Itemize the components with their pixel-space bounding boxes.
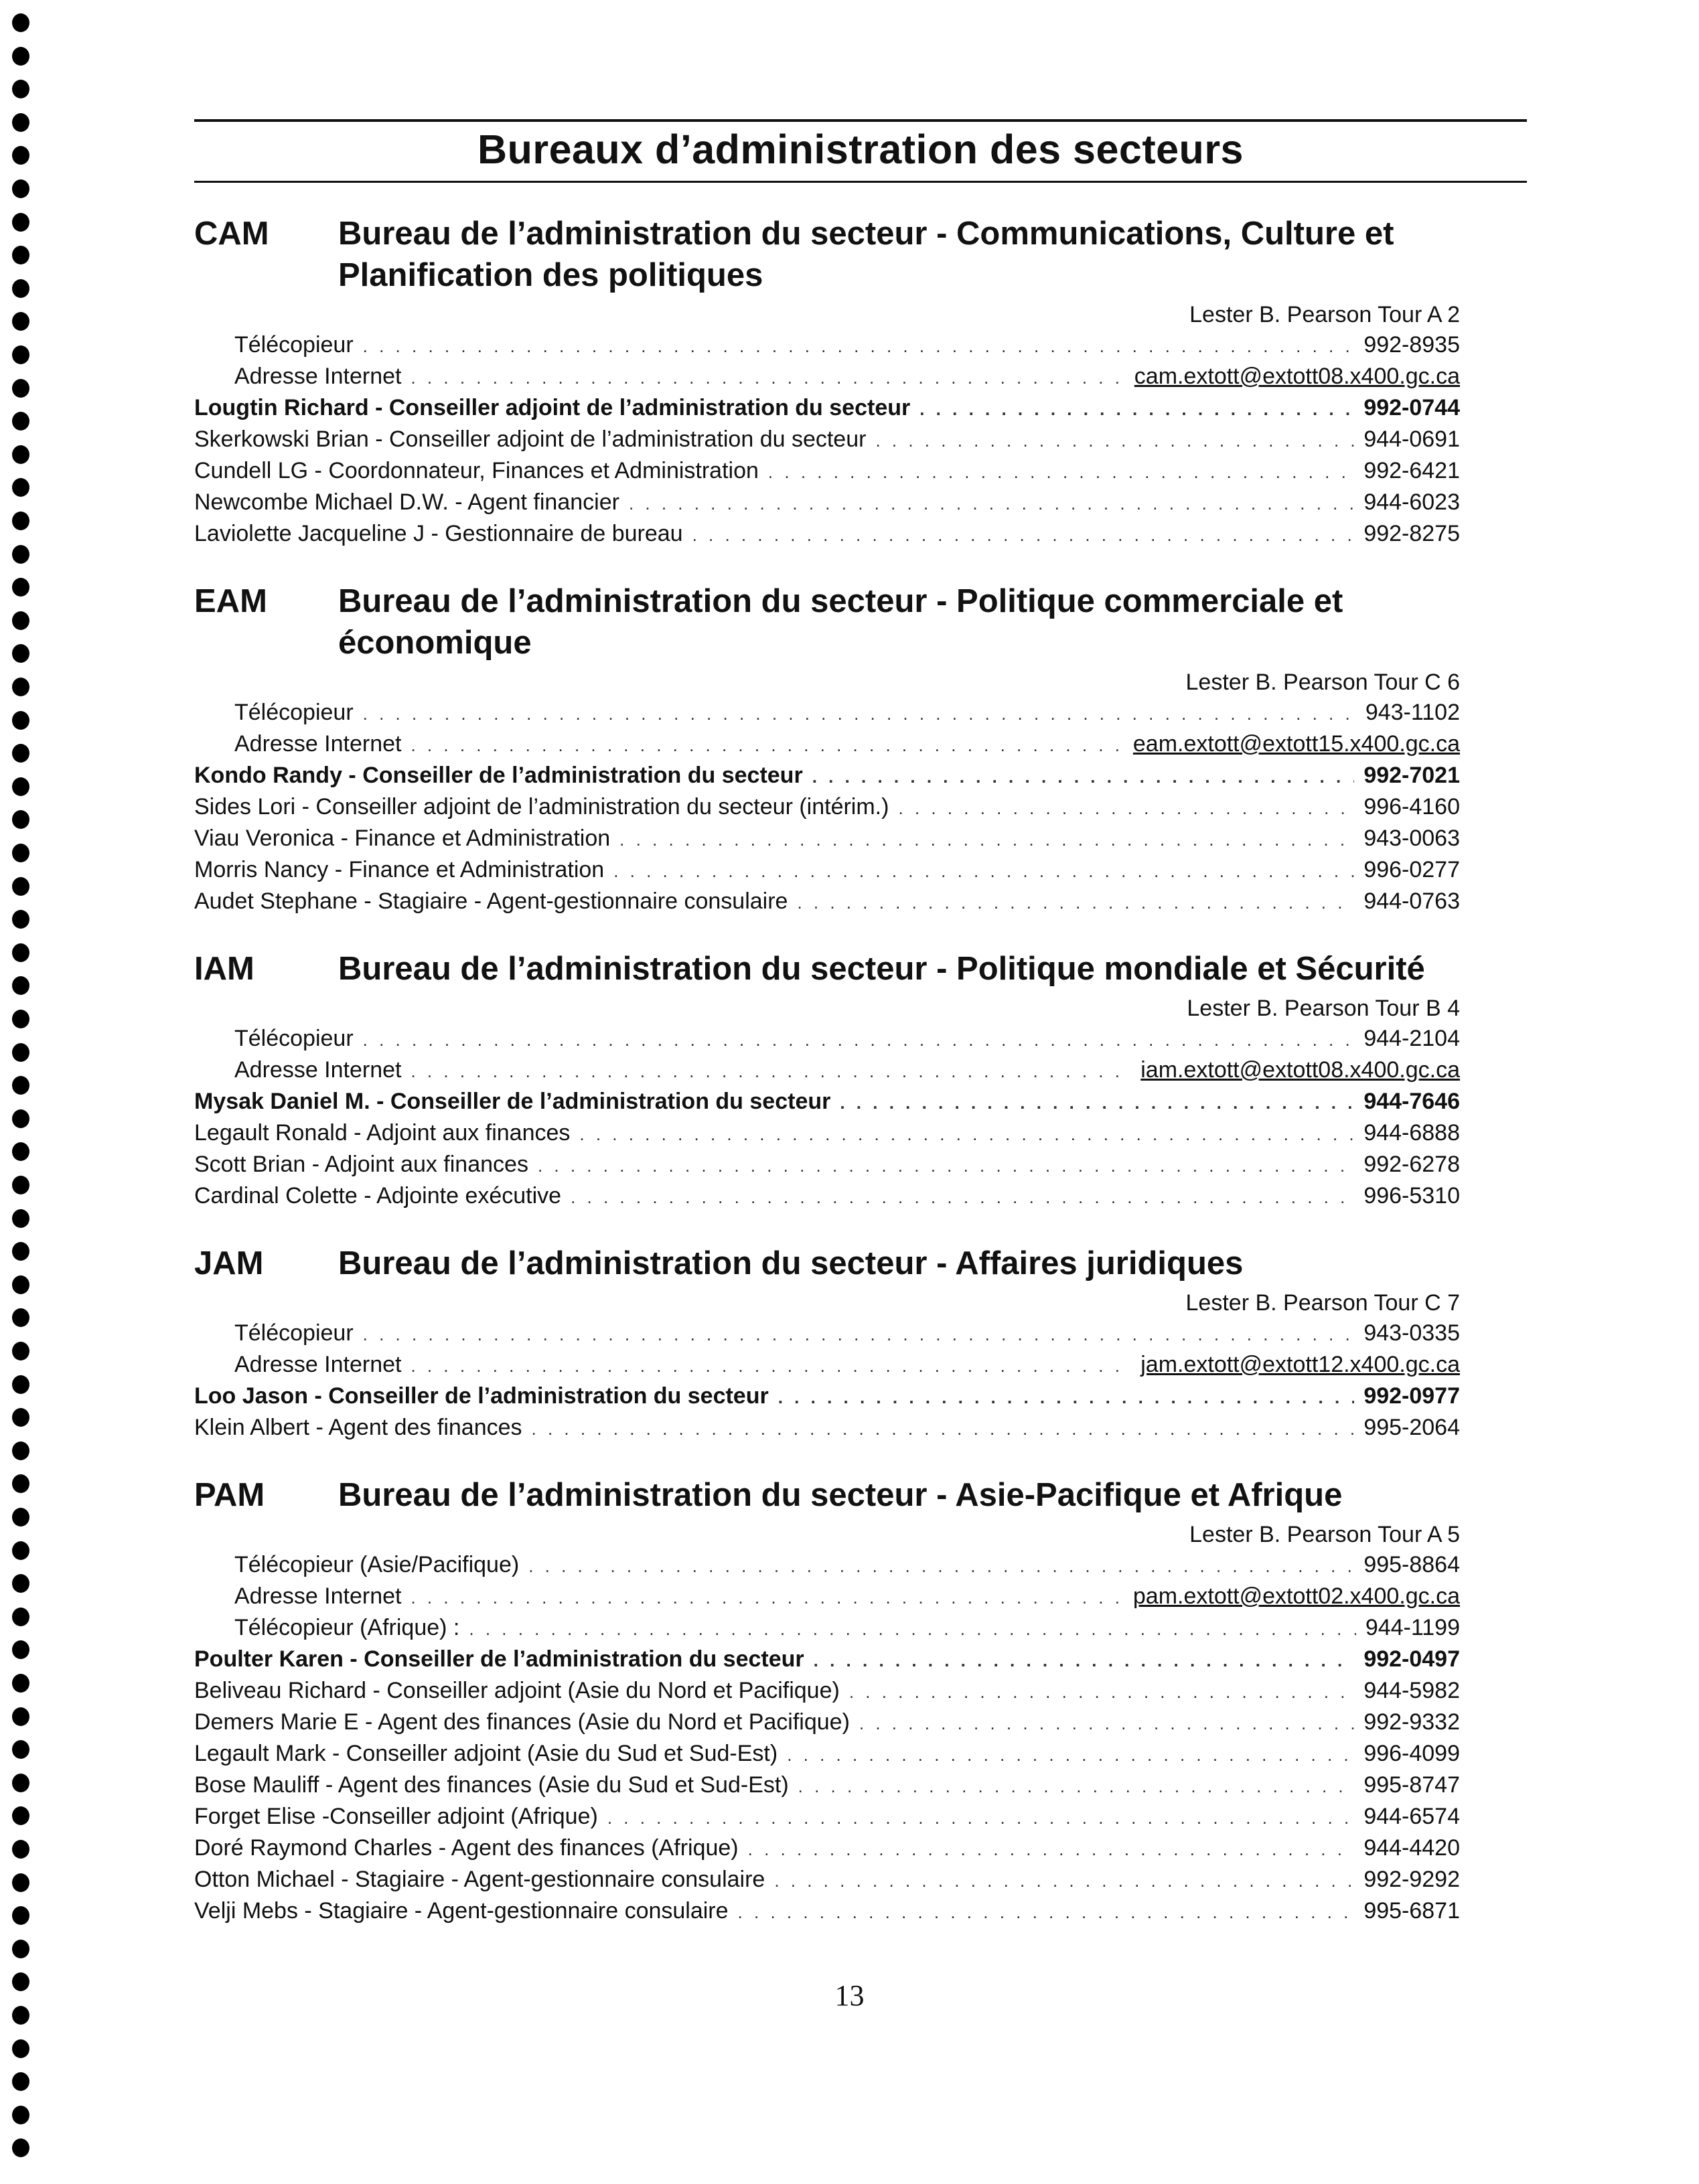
contact-label: Legault Ronald - Adjoint aux finances (194, 1120, 571, 1146)
binding-hole (12, 1806, 29, 1825)
binding-hole (12, 1707, 29, 1726)
fax-row (194, 1024, 1460, 1055)
dot-leader (411, 363, 1124, 393)
internet-address-row (194, 1581, 1460, 1613)
phone-number: 943-0335 (1363, 1320, 1460, 1346)
contact-label: Forget Elise -Conseiller adjoint (Afrique) (194, 1804, 598, 1829)
section-title: Bureau de l’administration du secteur - Affaires juridiques (338, 1245, 1244, 1281)
contact-row (194, 424, 1460, 456)
contact-label: Scott Brian - Adjoint aux finances (194, 1152, 528, 1177)
phone-number: 992-8275 (1363, 521, 1460, 546)
phone-number: 944-6888 (1363, 1120, 1460, 1146)
section-location: Lester B. Pearson Tour A 5 (1189, 1522, 1460, 1547)
binding-hole (12, 512, 29, 530)
section-header (194, 1474, 1460, 1516)
dot-leader (738, 1897, 1355, 1928)
binding-hole (12, 345, 29, 364)
phone-number: 944-4420 (1363, 1835, 1460, 1861)
contact-label: Audet Stephane - Stagiaire - Agent-gestionnaire consulaire (194, 888, 788, 914)
internet-address-row (194, 362, 1460, 393)
phone-number: 992-9332 (1363, 1709, 1460, 1735)
binding-hole (12, 611, 29, 630)
contact-label: Lougtin Richard - Conseiller adjoint de l’administration du secteur (194, 395, 911, 420)
phone-number: 996-0277 (1363, 857, 1460, 882)
internet-address-row (194, 729, 1460, 761)
dot-leader (538, 1151, 1354, 1181)
contact-row (194, 1833, 1460, 1865)
dot-leader (363, 1320, 1355, 1350)
binding-hole (12, 943, 29, 962)
contact-label: Cardinal Colette - Adjointe exécutive (194, 1183, 562, 1208)
phone-number: 944-2104 (1363, 1026, 1460, 1051)
fax-row (194, 698, 1460, 729)
contact-label: Viau Veronica - Finance et Administration (194, 826, 611, 851)
binding-hole (12, 1474, 29, 1493)
binding-hole (12, 1142, 29, 1161)
contact-row (194, 393, 1460, 424)
contact-label: Demers Marie E - Agent des finances (Asie du Nord et Pacifique) (194, 1709, 850, 1735)
binding-hole (12, 1076, 29, 1095)
section-location: Lester B. Pearson Tour C 7 (1185, 1290, 1460, 1316)
contact-label: Laviolette Jacqueline J - Gestionnaire de bureau (194, 521, 683, 546)
binding-hole (12, 844, 29, 862)
binding-hole (12, 478, 29, 497)
dot-leader (607, 1803, 1355, 1833)
binding-hole (12, 2072, 29, 2091)
dot-leader (898, 793, 1354, 824)
contact-label: Adresse Internet (234, 364, 402, 389)
phone-number: 992-6278 (1363, 1152, 1460, 1177)
dot-leader (571, 1182, 1354, 1213)
binding-hole (12, 2106, 29, 2124)
dot-leader (692, 520, 1355, 550)
dot-leader (619, 825, 1354, 855)
contact-label: Adresse Internet (234, 1583, 402, 1609)
binding-hole (12, 877, 29, 896)
contact-label: Télécopieur (234, 332, 354, 358)
section-eam (194, 580, 1460, 918)
contact-label: Loo Jason - Conseiller de l’administration du secteur (194, 1383, 769, 1409)
email-link[interactable]: jam.extott@extott12.x400.gc.ca (1140, 1352, 1460, 1377)
binding-hole (12, 279, 29, 298)
binding-hole (12, 777, 29, 796)
phone-number: 995-8864 (1363, 1552, 1460, 1577)
dot-leader (528, 1551, 1354, 1581)
section-title: Bureau de l’administration du secteur - Asie-Pacifique et Afrique (338, 1477, 1343, 1513)
binding-hole (12, 1840, 29, 1859)
phone-number: 944-7646 (1363, 1089, 1460, 1114)
contact-row (194, 1381, 1460, 1413)
binding-hole (12, 810, 29, 829)
contact-row (194, 1707, 1460, 1739)
phone-number: 992-0744 (1363, 395, 1460, 420)
section-title: Bureau de l’administration du secteur - Politique mondiale et Sécurité (338, 951, 1425, 987)
title-rule-top (194, 119, 1527, 122)
dot-leader (919, 394, 1354, 424)
contact-row (194, 1802, 1460, 1833)
contact-label: Beliveau Richard - Conseiller adjoint (Asie du Nord et Pacifique) (194, 1678, 840, 1703)
phone-number: 992-8935 (1363, 332, 1460, 358)
binding-hole (12, 113, 29, 132)
email-link[interactable]: pam.extott@extott02.x400.gc.ca (1132, 1583, 1460, 1609)
dot-leader (411, 730, 1123, 761)
binding-hole (12, 2039, 29, 2058)
section-header (194, 948, 1460, 990)
dot-leader (469, 1614, 1355, 1644)
dot-leader (411, 1057, 1131, 1087)
binding-hole (12, 445, 29, 464)
binding-hole (12, 910, 29, 929)
contact-row (194, 1644, 1460, 1676)
phone-number: 943-1102 (1365, 700, 1460, 725)
dot-leader (859, 1709, 1354, 1739)
contact-label: Mysak Daniel M. - Conseiller de l’administration du secteur (194, 1089, 831, 1114)
binding-hole (12, 1508, 29, 1527)
contact-row (194, 1087, 1460, 1118)
contact-row (194, 1896, 1460, 1928)
phone-number: 992-7021 (1363, 763, 1460, 788)
phone-number: 992-9292 (1363, 1867, 1460, 1892)
contact-label: Skerkowski Brian - Conseiller adjoint de l’administration du secteur (194, 426, 867, 452)
binding-hole (12, 379, 29, 398)
phone-number: 995-8747 (1363, 1772, 1460, 1798)
section-header (194, 580, 1460, 664)
phone-number: 992-0977 (1363, 1383, 1460, 1409)
binding-hole (12, 1109, 29, 1128)
binding-hole (12, 246, 29, 264)
phone-number: 943-0063 (1363, 826, 1460, 851)
contact-row (194, 824, 1460, 855)
internet-address-row (194, 1055, 1460, 1087)
phone-number: 992-6421 (1363, 458, 1460, 483)
contact-label: Newcombe Michael D.W. - Agent financier (194, 489, 619, 515)
binding-hole (12, 80, 29, 98)
binding-hole (12, 47, 29, 66)
email-link[interactable]: eam.extott@extott15.x400.gc.ca (1132, 731, 1460, 757)
section-code: PAM (194, 1477, 265, 1513)
title-rule-bottom (194, 181, 1527, 183)
contact-label: Adresse Internet (234, 731, 402, 757)
phone-number: 996-4160 (1363, 794, 1460, 820)
section-jam (194, 1243, 1460, 1444)
section-title: Bureau de l’administration du secteur - Politique commerciale et économique (338, 583, 1343, 661)
binding-hole (12, 1375, 29, 1394)
dot-leader (411, 1583, 1123, 1613)
binding-hole (12, 1342, 29, 1360)
phone-number: 944-6574 (1363, 1804, 1460, 1829)
dot-leader (532, 1414, 1355, 1444)
dot-leader (768, 457, 1354, 487)
contact-label: Klein Albert - Agent des finances (194, 1415, 522, 1440)
email-link[interactable]: iam.extott@extott08.x400.gc.ca (1140, 1057, 1460, 1083)
binding-hole (12, 1275, 29, 1294)
binding-hole (12, 578, 29, 597)
contact-label: Bose Mauliff - Agent des finances (Asie du Sud et Sud-Est) (194, 1772, 789, 1798)
phone-number: 944-0763 (1363, 888, 1460, 914)
dot-leader (787, 1740, 1354, 1770)
contact-row (194, 792, 1460, 824)
contact-row (194, 487, 1460, 519)
contact-row (194, 886, 1460, 918)
contact-row (194, 855, 1460, 886)
binding-hole (12, 146, 29, 165)
section-code: JAM (194, 1245, 264, 1281)
phone-number: 996-5310 (1363, 1183, 1460, 1208)
contact-row (194, 1118, 1460, 1150)
section-title: Bureau de l’administration du secteur - Communications, Culture et Planification des politiques (338, 216, 1394, 293)
dot-leader (812, 762, 1355, 792)
contact-label: Télécopieur (Afrique) : (234, 1615, 460, 1640)
binding-hole (12, 1441, 29, 1460)
binding-hole (12, 1541, 29, 1560)
binding-hole (12, 213, 29, 232)
binding-hole (12, 1608, 29, 1626)
contact-row (194, 1413, 1460, 1444)
dot-leader (840, 1088, 1354, 1118)
phone-number: 996-4099 (1363, 1741, 1460, 1766)
contact-label: Poulter Karen - Conseiller de l’administration du secteur (194, 1646, 804, 1672)
contact-label: Télécopieur (Asie/Pacifique) (234, 1552, 520, 1577)
contact-label: Morris Nancy - Finance et Administration (194, 857, 605, 882)
page-title: Bureaux d’administration des secteurs (477, 127, 1244, 172)
binding-hole (12, 711, 29, 730)
contact-row (194, 761, 1460, 792)
phone-number: 995-6871 (1363, 1898, 1460, 1924)
contact-label: Sides Lori - Conseiller adjoint de l’administration du secteur (intérim.) (194, 794, 889, 820)
contact-row (194, 1865, 1460, 1896)
dot-leader (875, 426, 1354, 456)
contact-label: Kondo Randy - Conseiller de l’administration du secteur (194, 763, 803, 788)
section-code: EAM (194, 583, 267, 619)
dot-leader (363, 331, 1355, 362)
dot-leader (363, 699, 1356, 729)
directory-content (194, 213, 1460, 1958)
section-location: Lester B. Pearson Tour A 2 (1189, 302, 1460, 327)
dot-leader (814, 1646, 1355, 1676)
contact-label: Télécopieur (234, 1320, 354, 1346)
binding-hole (12, 312, 29, 331)
phone-number: 944-6023 (1363, 489, 1460, 515)
dot-leader (613, 856, 1354, 886)
contact-label: Cundell LG - Coordonnateur, Finances et Administration (194, 458, 759, 483)
dot-leader (363, 1025, 1355, 1055)
internet-address-row (194, 1350, 1460, 1381)
contact-label: Doré Raymond Charles - Agent des finances (Afrique) (194, 1835, 739, 1861)
phone-number: 995-2064 (1363, 1415, 1460, 1440)
binding-hole (12, 1043, 29, 1062)
section-iam (194, 948, 1460, 1213)
binding-holes (12, 13, 32, 2156)
section-location: Lester B. Pearson Tour C 6 (1185, 670, 1460, 695)
binding-hole (12, 1640, 29, 1659)
binding-hole (12, 1940, 29, 1958)
dot-leader (774, 1866, 1354, 1896)
binding-hole (12, 1574, 29, 1593)
section-cam (194, 213, 1460, 550)
binding-hole (12, 976, 29, 995)
page-number: 13 (834, 1979, 865, 2012)
binding-hole (12, 1674, 29, 1693)
binding-hole (12, 1740, 29, 1759)
binding-hole (12, 1873, 29, 1892)
binding-hole (12, 1308, 29, 1327)
fax-row (194, 1550, 1460, 1581)
fax-row (194, 330, 1460, 362)
section-header (194, 213, 1460, 296)
section-pam (194, 1474, 1460, 1928)
binding-hole (12, 644, 29, 663)
fax-row (194, 1613, 1460, 1644)
dot-leader (849, 1677, 1355, 1707)
contact-row (194, 1739, 1460, 1770)
contact-row (194, 1150, 1460, 1181)
binding-hole (12, 1176, 29, 1194)
section-location: Lester B. Pearson Tour B 4 (1187, 996, 1460, 1021)
section-code: CAM (194, 216, 269, 252)
binding-hole (12, 1209, 29, 1228)
contact-label: Velji Mebs - Stagiaire - Agent-gestionnaire consulaire (194, 1898, 729, 1924)
binding-hole (12, 545, 29, 564)
dot-leader (579, 1119, 1354, 1150)
dot-leader (411, 1351, 1131, 1381)
phone-number: 944-1199 (1365, 1615, 1460, 1640)
phone-number: 944-5982 (1363, 1678, 1460, 1703)
dot-leader (797, 888, 1354, 918)
binding-hole (12, 1010, 29, 1028)
dot-leader (629, 489, 1354, 519)
binding-hole (12, 678, 29, 696)
dot-leader (778, 1383, 1355, 1413)
contact-row (194, 456, 1460, 487)
binding-hole (12, 412, 29, 431)
binding-hole (12, 744, 29, 763)
contact-row (194, 1676, 1460, 1707)
contact-row (194, 1181, 1460, 1213)
contact-row (194, 1770, 1460, 1802)
email-link[interactable]: cam.extott@extott08.x400.gc.ca (1134, 364, 1460, 389)
binding-hole (12, 1408, 29, 1427)
contact-label: Adresse Internet (234, 1057, 402, 1083)
contact-label: Télécopieur (234, 1026, 354, 1051)
dot-leader (748, 1835, 1355, 1865)
binding-hole (12, 179, 29, 198)
fax-row (194, 1318, 1460, 1350)
section-header (194, 1243, 1460, 1284)
phone-number: 944-0691 (1363, 426, 1460, 452)
binding-hole (12, 1906, 29, 1925)
dot-leader (798, 1772, 1355, 1802)
section-code: IAM (194, 951, 254, 987)
binding-hole (12, 2138, 29, 2157)
binding-hole (12, 1242, 29, 1261)
phone-number: 992-0497 (1363, 1646, 1460, 1672)
binding-hole (12, 13, 29, 32)
binding-hole (12, 1774, 29, 1792)
contact-label: Adresse Internet (234, 1352, 402, 1377)
contact-label: Télécopieur (234, 700, 354, 725)
contact-label: Otton Michael - Stagiaire - Agent-gestionnaire consulaire (194, 1867, 765, 1892)
contact-row (194, 519, 1460, 550)
contact-label: Legault Mark - Conseiller adjoint (Asie du Sud et Sud-Est) (194, 1741, 778, 1766)
